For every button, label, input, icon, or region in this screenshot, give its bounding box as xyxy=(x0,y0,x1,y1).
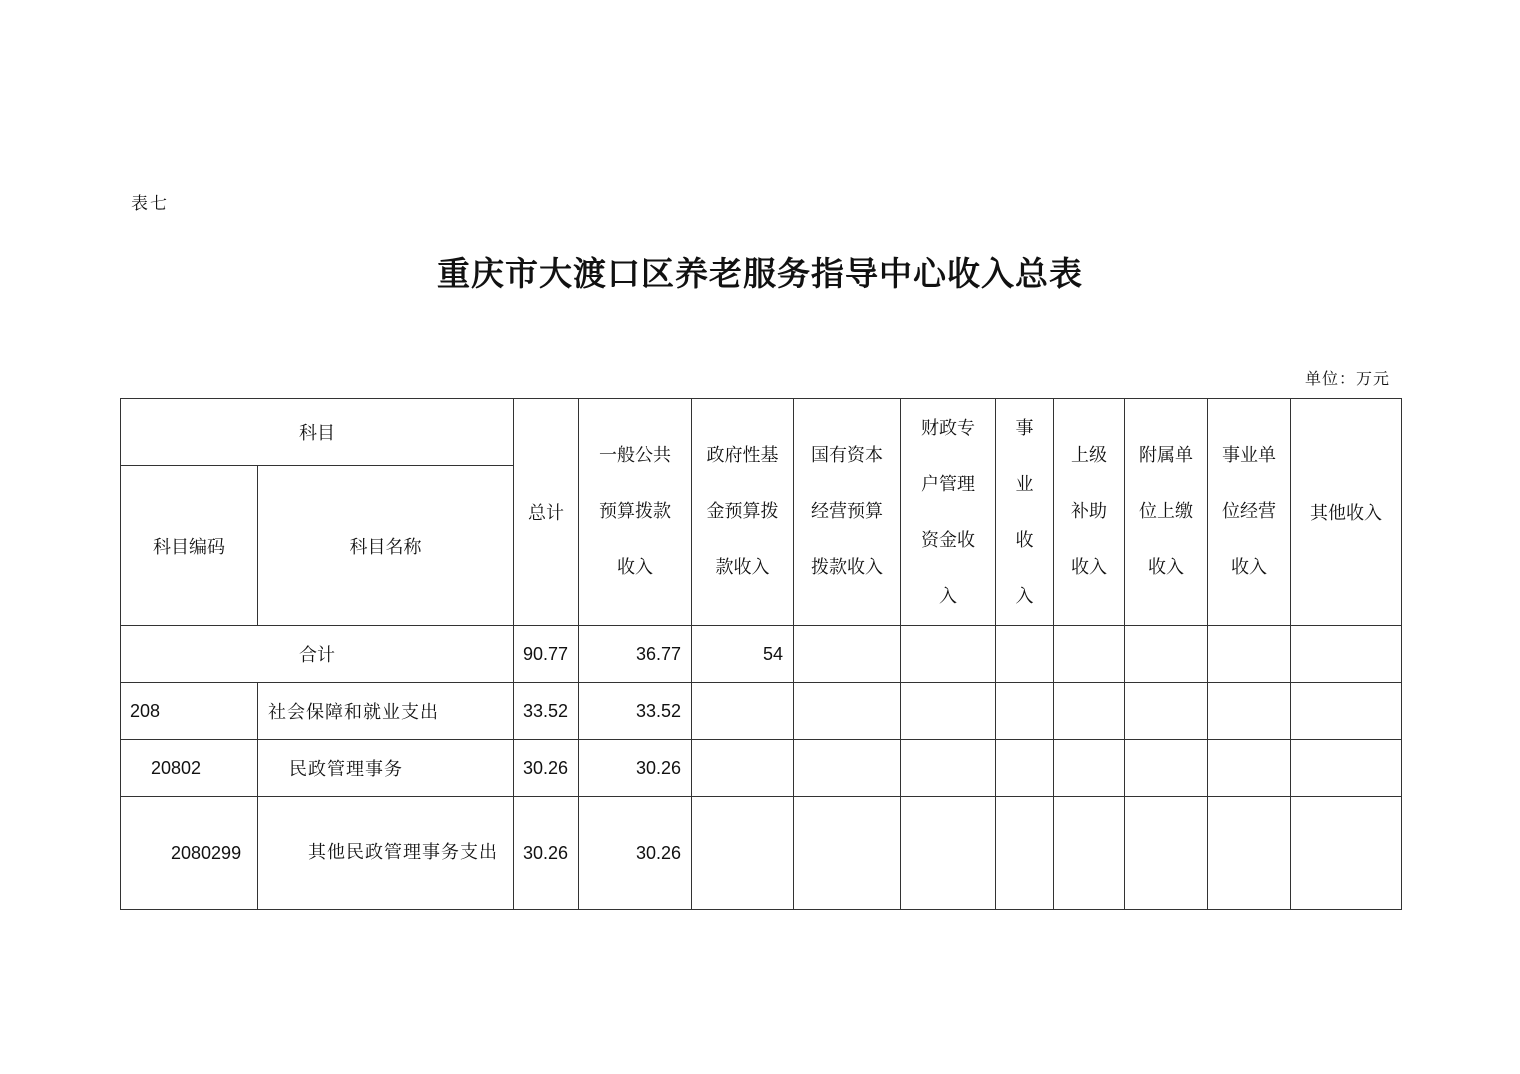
header-subject-group: 科目 xyxy=(121,399,514,466)
row-other xyxy=(1291,797,1402,910)
table-row xyxy=(121,797,1402,910)
summary-general-budget: 36.77 xyxy=(579,626,692,683)
row-affiliated xyxy=(1125,797,1208,910)
header-general-budget-label: 一般公共 预算拨款 收入 xyxy=(599,445,671,578)
header-superior-subsidy-label: 上级 补助 收入 xyxy=(1071,445,1107,578)
row-total: 33.52 xyxy=(514,683,579,740)
row-total: 30.26 xyxy=(514,797,579,910)
summary-affiliated xyxy=(1125,626,1208,683)
row-name xyxy=(258,797,514,910)
row-total: 30.26 xyxy=(514,740,579,797)
summary-other xyxy=(1291,626,1402,683)
row-general-budget: 30.26 xyxy=(579,740,692,797)
table-row xyxy=(121,683,1402,740)
row-affiliated xyxy=(1125,740,1208,797)
row-code: 20802 xyxy=(121,740,258,797)
row-operation xyxy=(1208,740,1291,797)
header-state-capital xyxy=(794,399,901,626)
row-general-budget: 33.52 xyxy=(579,683,692,740)
row-gov-fund xyxy=(692,683,794,740)
header-code: 科目编码 xyxy=(121,466,258,626)
row-gov-fund xyxy=(692,797,794,910)
header-other: 其他收入 xyxy=(1291,399,1402,626)
header-business-label: 事 业 收 入 xyxy=(1015,418,1034,607)
row-affiliated xyxy=(1125,683,1208,740)
row-business xyxy=(996,797,1054,910)
row-operation xyxy=(1208,797,1291,910)
header-affiliated xyxy=(1125,399,1208,626)
header-state-capital-label: 国有资本 经营预算 拨款收入 xyxy=(811,445,883,578)
row-superior-subsidy xyxy=(1054,797,1125,910)
row-name: 社会保障和就业支出 xyxy=(258,683,514,740)
header-fiscal-special xyxy=(901,399,996,626)
summary-operation xyxy=(1208,626,1291,683)
summary-superior-subsidy xyxy=(1054,626,1125,683)
header-business xyxy=(996,399,1054,626)
summary-total: 90.77 xyxy=(514,626,579,683)
row-name-text: 其他民政管理事务支出 xyxy=(308,842,498,863)
summary-label: 合计 xyxy=(121,626,514,683)
summary-fiscal-special xyxy=(901,626,996,683)
row-state-capital xyxy=(794,740,901,797)
row-gov-fund xyxy=(692,740,794,797)
row-other xyxy=(1291,683,1402,740)
row-fiscal-special xyxy=(901,740,996,797)
row-name: 民政管理事务 xyxy=(258,740,514,797)
row-fiscal-special xyxy=(901,797,996,910)
row-fiscal-special xyxy=(901,683,996,740)
row-business xyxy=(996,740,1054,797)
header-gov-fund-label: 政府性基 金预算拨 款收入 xyxy=(706,445,779,578)
header-general-budget xyxy=(579,399,692,626)
header-superior-subsidy xyxy=(1054,399,1125,626)
summary-row xyxy=(121,626,1402,683)
row-business xyxy=(996,683,1054,740)
row-code: 2080299 xyxy=(121,797,258,910)
table-row xyxy=(121,740,1402,797)
document-title: 重庆市大渡口区养老服务指导中心收入总表 xyxy=(437,254,1083,293)
header-affiliated-label: 附属单 位上缴 收入 xyxy=(1139,445,1193,578)
row-general-budget: 30.26 xyxy=(579,797,692,910)
row-code: 208 xyxy=(121,683,258,740)
header-total: 总计 xyxy=(514,399,579,626)
summary-business xyxy=(996,626,1054,683)
header-fiscal-special-label: 财政专 户管理 资金收 入 xyxy=(921,418,975,607)
row-superior-subsidy xyxy=(1054,683,1125,740)
header-operation-label: 事业单 位经营 收入 xyxy=(1222,445,1276,578)
header-operation xyxy=(1208,399,1291,626)
row-operation xyxy=(1208,683,1291,740)
summary-gov-fund: 54 xyxy=(692,626,794,683)
summary-state-capital xyxy=(794,626,901,683)
income-summary-table xyxy=(120,398,1402,910)
header-gov-fund xyxy=(692,399,794,626)
row-superior-subsidy xyxy=(1054,740,1125,797)
row-other xyxy=(1291,740,1402,797)
header-name: 科目名称 xyxy=(258,466,514,626)
row-state-capital xyxy=(794,797,901,910)
row-state-capital xyxy=(794,683,901,740)
header-row-1 xyxy=(121,399,1402,466)
table-label: 表七 xyxy=(131,194,169,214)
unit-label: 单位：万元 xyxy=(1304,369,1390,388)
